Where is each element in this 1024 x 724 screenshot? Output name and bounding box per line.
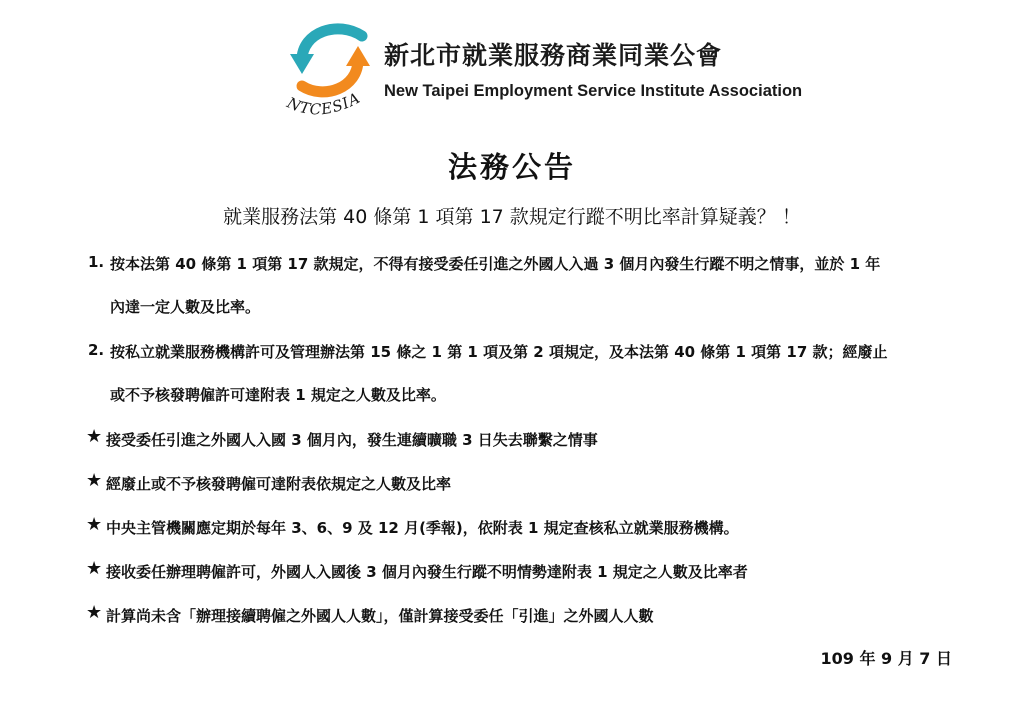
item-number: 2. [88,341,105,359]
item-text-line: 或不予核發聘僱許可達附表 1 規定之人數及比率。 [110,386,446,404]
logo-text: NTCESIA [284,88,364,119]
bullet-text: 接收委任辦理聘僱許可，外國人入國後 3 個月內發生行蹤不明情勢達附表 1 規定之人數及比率者 [106,563,748,581]
star-icon: ★ [86,602,103,623]
org-name-chinese: 新北市就業服務商業同業公會 [384,41,723,70]
star-icon: ★ [86,514,103,535]
bullet-text: 經廢止或不予核發聘僱可達附表依規定之人數及比率 [106,475,452,493]
star-icon: ★ [86,470,103,491]
item-text-line: 內達一定人數及比率。 [110,298,261,316]
star-icon: ★ [86,558,103,579]
letterhead [280,10,803,130]
document-subtitle: 就業服務法第 40 條第 1 項第 17 款規定行蹤不明比率計算疑義？ ！ [223,206,801,228]
item-text-line: 按私立就業服務機構許可及管理辦法第 15 條之 1 第 1 項及第 2 項規定，及本法第 40 條第 1 項第 17 款；經廢止 [110,343,888,361]
bullet-text: 計算尚未含「辦理接續聘僱之外國人人數」，僅計算接受委任「引進」之外國人人數 [106,607,654,625]
ntcesia-logo-icon [280,10,380,130]
item-number: 1. [88,253,105,271]
bullet-text: 接受委任引進之外國人入國 3 個月內，發生連續曠職 3 日失去聯繫之情事 [106,431,598,449]
document-date: 109 年 9 月 7 日 [820,649,952,668]
bullet-text: 中央主管機關應定期於每年 3、6、9 及 12 月(季報)，依附表 1 規定查核私立就業服務機構。 [106,519,739,537]
item-text-line: 按本法第 40 條第 1 項第 17 款規定，不得有接受委任引進之外國人入過 3 個月內發生行蹤不明之情事，並於 1 年 [110,255,881,273]
star-icon: ★ [86,426,103,447]
document-heading: 法務公告 [447,150,576,184]
org-name-english: New Taipei Employment Service Institute Association [384,82,803,100]
